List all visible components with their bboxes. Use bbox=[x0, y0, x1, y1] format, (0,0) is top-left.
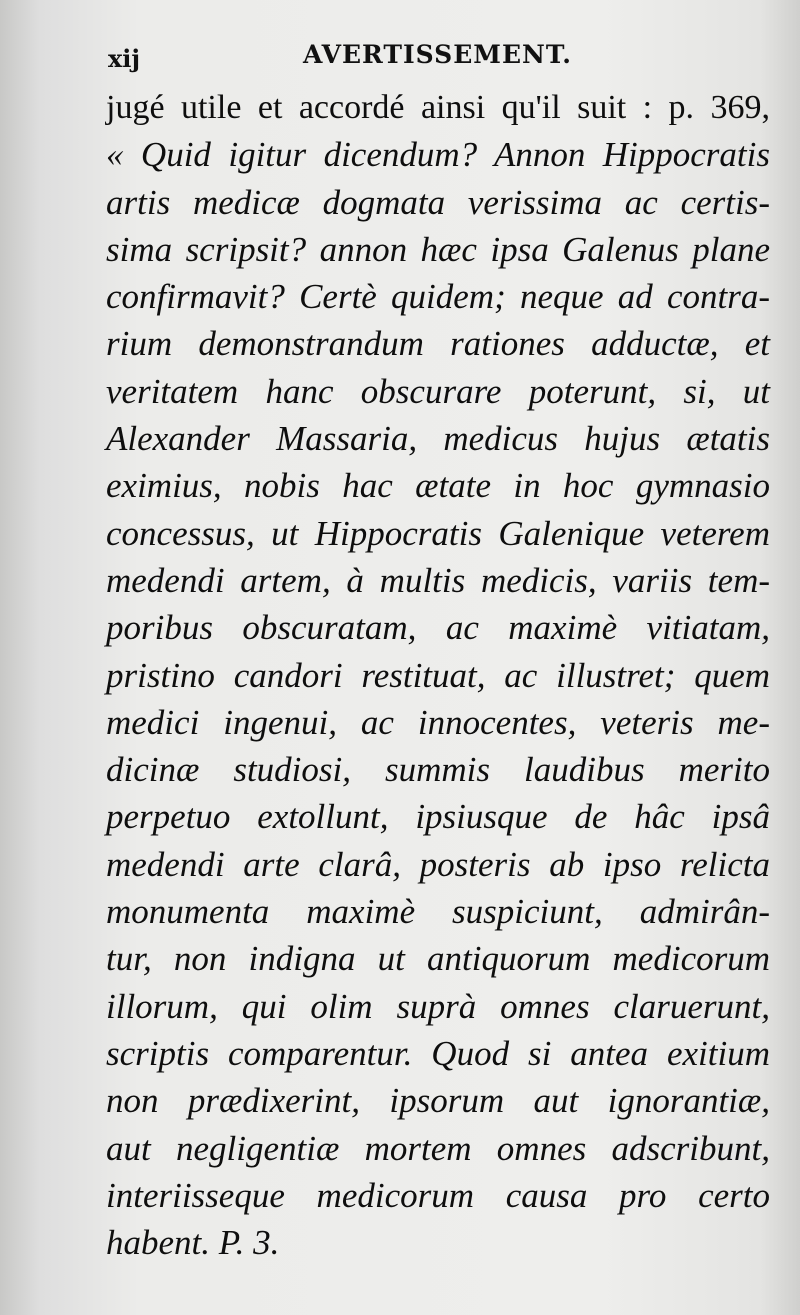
text-line: dicinæ studiosi, summis laudibus merito bbox=[106, 750, 770, 790]
text-line: sima scripsit? annon hæc ipsa Galenus plane bbox=[106, 229, 770, 269]
text-line: pristino candori restituat, ac illustret; quem bbox=[106, 655, 770, 695]
text-line: artis medicæ dogmata verissima ac certis- bbox=[106, 182, 770, 222]
page-header bbox=[108, 40, 768, 80]
text-line: veritatem hanc obscurare poterunt, si, ut bbox=[106, 371, 770, 411]
text-line: medendi arte clarâ, posteris ab ipso relicta bbox=[106, 844, 770, 884]
text-line: confirmavit? Certè quidem; neque ad contra- bbox=[106, 277, 770, 317]
text-line: scriptis comparentur. Quod si antea exitium bbox=[106, 1033, 770, 1073]
page-number: xij bbox=[108, 44, 141, 73]
text-line: jugé utile et accordé ainsi qu'il suit : p. 369, bbox=[106, 89, 770, 126]
text-line: « Quid igitur dicendum? Annon Hippocratis bbox=[106, 135, 770, 175]
text-line: eximius, nobis hac ætate in hoc gymnasio bbox=[106, 466, 770, 506]
text-line: non prædixerint, ipsorum aut ignorantiæ, bbox=[106, 1081, 770, 1121]
text-line: poribus obscuratam, ac maximè vitiatam, bbox=[106, 608, 770, 648]
text-line: medendi artem, à multis medicis, variis tem- bbox=[106, 560, 770, 600]
text-line: concessus, ut Hippocratis Galenique veterem bbox=[106, 513, 770, 553]
text-line: tur, non indigna ut antiquorum medicorum bbox=[106, 939, 770, 979]
text-line: aut negligentiæ mortem omnes adscribunt, bbox=[106, 1128, 770, 1168]
running-head: AVERTISSEMENT. bbox=[303, 40, 572, 69]
text-line: monumenta maximè suspiciunt, admirân- bbox=[106, 892, 770, 932]
text-line-last: habent. P. 3. bbox=[106, 1223, 280, 1263]
text-line: interiisseque medicorum causa pro certo bbox=[106, 1175, 770, 1215]
text-line: perpetuo extollunt, ipsiusque de hâc ipsâ bbox=[106, 797, 770, 837]
text-line: medici ingenui, ac innocentes, veteris me- bbox=[106, 702, 770, 742]
text-line: rium demonstrandum rationes adductæ, et bbox=[106, 324, 770, 364]
text-line: illorum, qui olim suprà omnes claruerunt, bbox=[106, 986, 770, 1026]
text-line: Alexander Massaria, medicus hujus ætatis bbox=[106, 419, 770, 459]
body-text bbox=[106, 84, 770, 1266]
